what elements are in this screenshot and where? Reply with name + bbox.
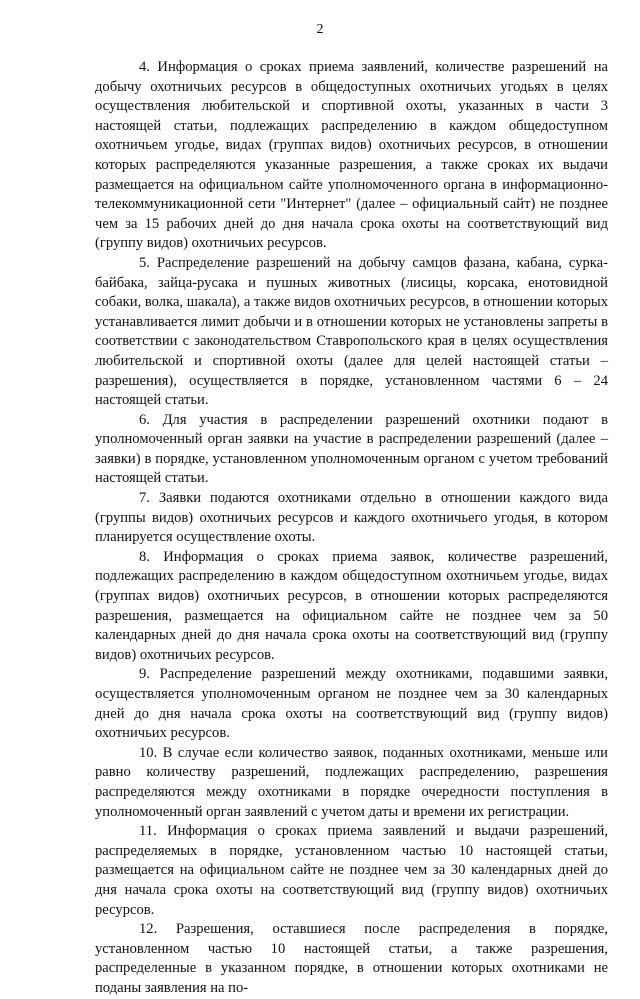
- paragraph-6: 6. Для участия в распределении разрешений охотники подают в уполномоченный орган заявки на участие в распределении разрешений (далее – заявки) в порядке, установленном уполномоченным органом с учетом требований настоящей статьи.: [95, 411, 608, 487]
- paragraph-4: 4. Информация о сроках приема заявлений, количестве разрешений на добычу охотничьих ресурсов в общедоступных охотничьих угодьях в целях осуществления любительской и спортивной охоты, указанных в части 3 настоящей статьи, подлежащих распределению в каждом общедоступном охотничьем угодье, видах (группах видов) охотничьих ресурсов, в отношении которых распределяются указанные разрешения, а также сроках их выдачи размещается на официальном сайте уполномоченного органа в информационно-телекоммуникационной сети "Интернет" (далее – официальный сайт) не позднее чем за 15 рабочих дней до дня начала срока охоты на соответствующий вид (группу видов) охотничьих ресурсов.: [95, 59, 608, 252]
- paragraph-5: 5. Распределение разрешений на добычу самцов фазана, кабана, сурка-байбака, зайца-русака и пушных животных (лисицы, корсака, енотовидной собаки, волка, шакала), а также видов охотничьих ресурсов, в отношении которых устанавливается лимит добычи и в отношении которых не установлены запреты в соответствии с законодательством Ставропольского края в целях осуществления любительской и спортивной охоты (далее для целей настоящей статьи – разрешения), осуществляется в порядке, установленном частями 6 – 24 настоящей статьи.: [95, 254, 608, 409]
- paragraph-10: 10. В случае если количество заявок, поданных охотниками, меньше или равно количеству разрешений, подлежащих распределению, разрешения распределяются между охотниками в порядке очередности поступления в уполномоченный орган заявлений с учетом даты и времени их регистрации.: [95, 744, 608, 820]
- paragraph-9: 9. Распределение разрешений между охотниками, подавшими заявки, осуществляется уполномоченным органом не позднее чем за 30 календарных дней до дня начала срока охоты на соответствующий вид (группу видов) охотничьих ресурсов.: [95, 666, 608, 742]
- document-body: [95, 58, 608, 999]
- paragraph-7: 7. Заявки подаются охотниками отдельно в отношении каждого вида (группы видов) охотничьих ресурсов и каждого охотничьего угодья, в котором планируется осуществление охоты.: [95, 490, 608, 546]
- paragraph-12: 12. Разрешения, оставшиеся после распределения в порядке, установленном частью 10 настоящей статьи, а также разрешения, распределенные в указанном порядке, в отношении которых охотниками не поданы заявления на по-: [95, 921, 608, 996]
- page-number: 2: [316, 22, 324, 37]
- paragraph-8: 8. Информация о сроках приема заявок, количестве разрешений, подлежащих распределению в каждом общедоступном охотничьем угодье, видах (группах видов) охотничьих ресурсов, в отношении которых распределяются разрешения, размещается на официальном сайте не позднее чем за 50 календарных дней до дня начала срока охоты на соответствующий вид (группу видов) охотничьих ресурсов.: [95, 548, 608, 663]
- paragraph-11: 11. Информация о сроках приема заявлений и выдачи разрешений, распределяемых в порядке, установленном частью 10 настоящей статьи, размещается на официальном сайте не позднее чем за 30 календарных дней до дня начала срока охоты на соответствующий вид (группу видов) охотничьих ресурсов.: [95, 823, 608, 918]
